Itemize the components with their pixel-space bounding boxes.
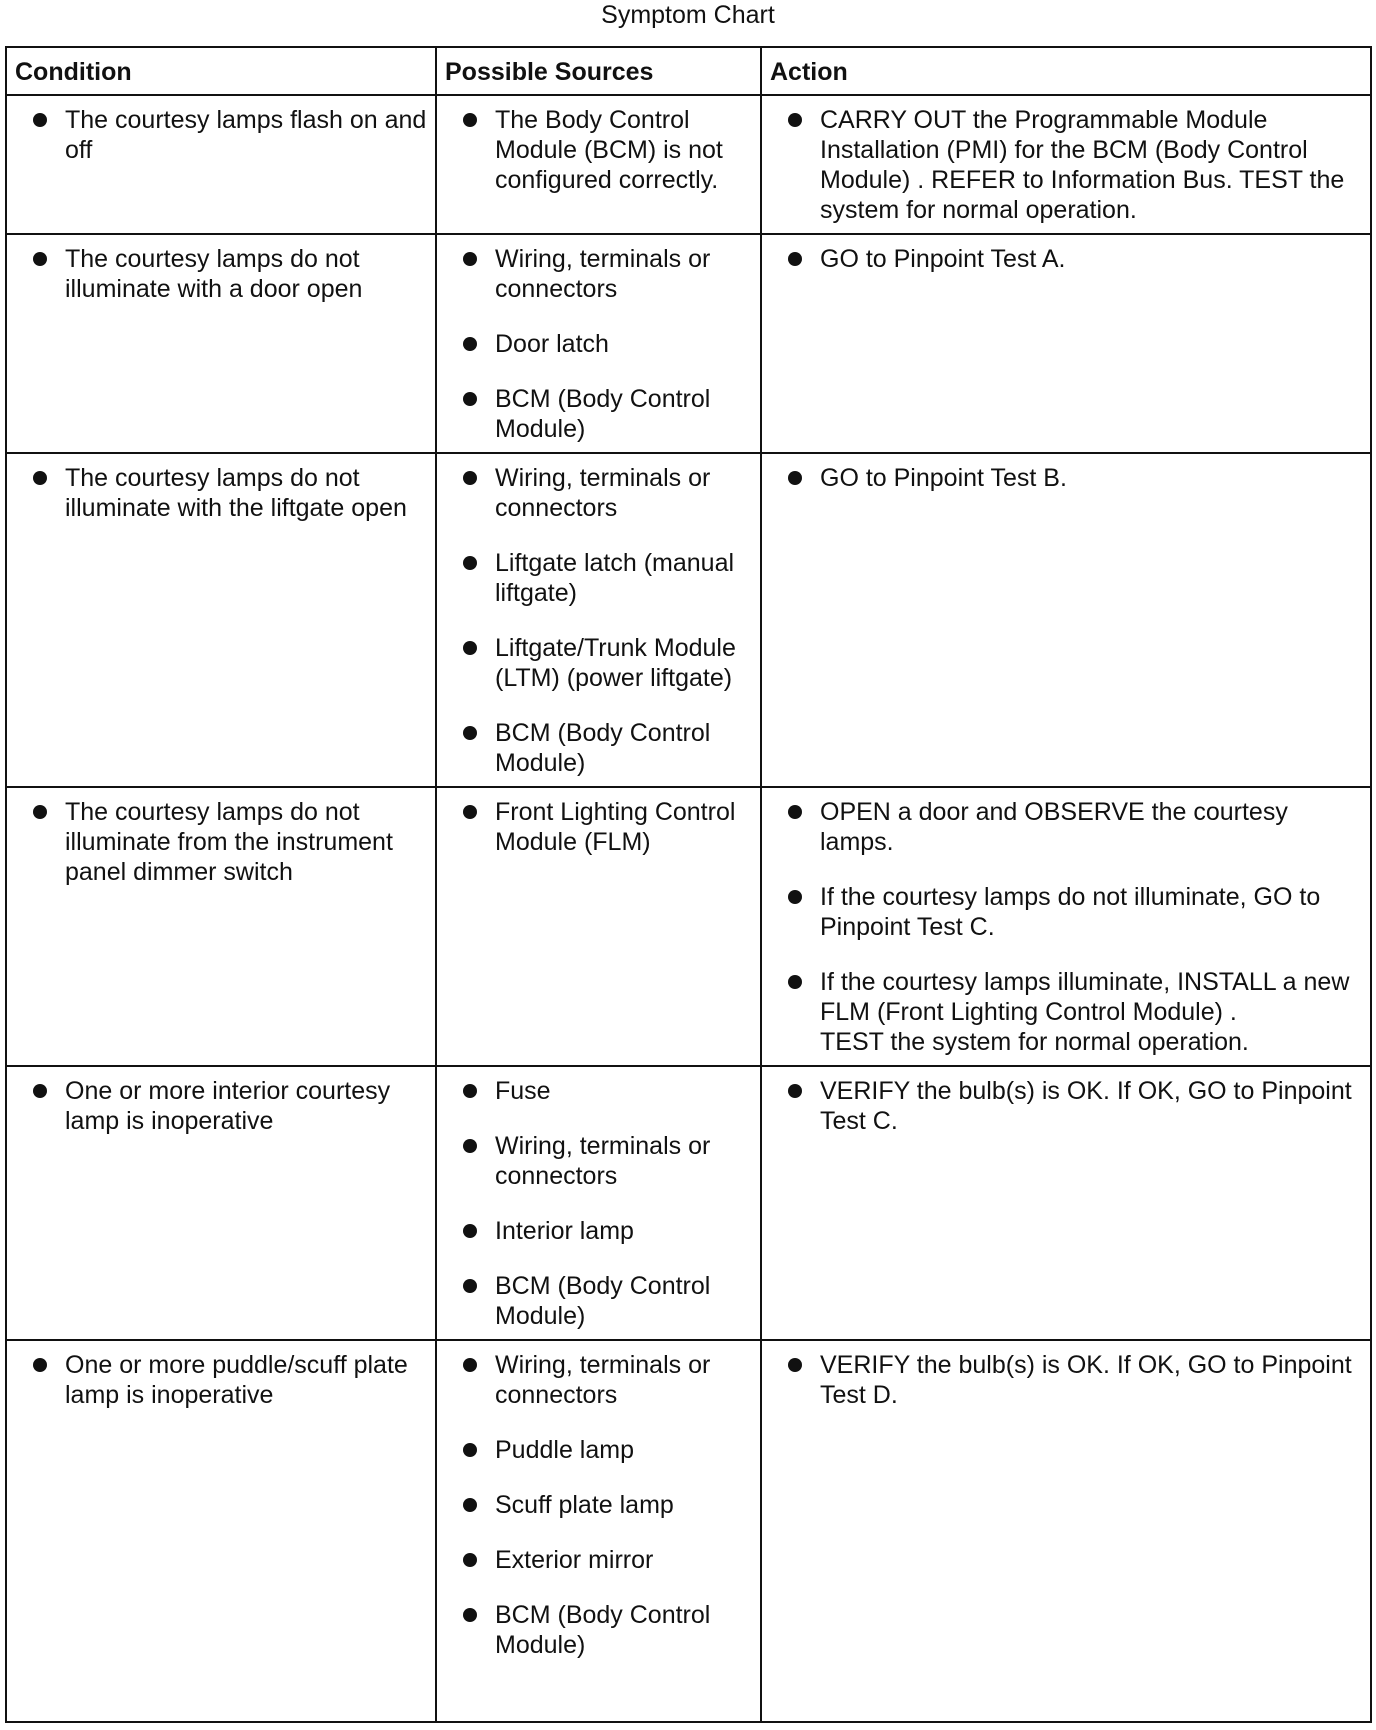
list-item [770,463,1362,493]
bullet-icon [33,471,47,485]
list-item [445,1600,752,1660]
table-row [6,1066,1371,1340]
cell-possible-sources [436,234,761,453]
list-item [445,105,752,195]
bullet-icon [463,1139,477,1153]
bullet-icon [33,1084,47,1098]
bullet-icon [788,252,802,266]
bullet-list [15,1076,427,1136]
bullet-list [445,463,752,778]
list-item [770,1350,1362,1410]
bullet-list [15,1350,427,1410]
list-item [15,1076,427,1136]
cell-action [761,95,1371,234]
list-item [15,105,427,165]
list-item-text: The courtesy lamps do not illuminate with the liftgate open [65,464,407,522]
bullet-icon [463,1084,477,1098]
list-item [445,1545,752,1575]
bullet-icon [463,1608,477,1622]
list-item-text: Puddle lamp [495,1436,634,1464]
list-item [770,1076,1362,1136]
list-item-text: The courtesy lamps flash on and off [65,106,427,164]
header-condition: Condition [6,47,436,95]
bullet-icon [788,471,802,485]
list-item-text: If the courtesy lamps illuminate, INSTALL a new FLM (Front Lighting Control Module) . TEST the system for normal operation. [820,968,1350,1056]
list-item [15,797,427,887]
cell-possible-sources [436,1066,761,1340]
bullet-list [770,244,1362,274]
bullet-list [445,105,752,195]
list-item-text: BCM (Body Control Module) [495,1272,711,1330]
list-item-text: OPEN a door and OBSERVE the courtesy lamps. [820,798,1288,856]
bullet-icon [463,252,477,266]
list-item [770,882,1362,942]
table-row [6,453,1371,787]
list-item [445,1350,752,1410]
bullet-icon [463,556,477,570]
bullet-list [445,1350,752,1660]
list-item-text: BCM (Body Control Module) [495,719,711,777]
list-item-text: Exterior mirror [495,1546,654,1574]
list-item-text: Wiring, terminals or connectors [495,464,711,522]
cell-condition [6,234,436,453]
list-item-text: The courtesy lamps do not illuminate from the instrument panel dimmer switch [65,798,393,886]
list-item-text: VERIFY the bulb(s) is OK. If OK, GO to Pinpoint Test C. [820,1077,1352,1135]
bullet-icon [463,1498,477,1512]
cell-possible-sources [436,787,761,1066]
list-item [445,329,752,359]
list-item-text: If the courtesy lamps do not illuminate, GO to Pinpoint Test C. [820,883,1321,941]
bullet-icon [463,1358,477,1372]
bullet-icon [463,337,477,351]
cell-condition [6,453,436,787]
header-possible-sources: Possible Sources [436,47,761,95]
bullet-icon [33,113,47,127]
bullet-list [15,105,427,165]
bullet-icon [33,805,47,819]
symptom-table [5,46,1372,1723]
bullet-list [770,105,1362,225]
bullet-list [445,1076,752,1331]
list-item-text: VERIFY the bulb(s) is OK. If OK, GO to Pinpoint Test D. [820,1351,1352,1409]
list-item [770,967,1362,1057]
list-item [445,1271,752,1331]
bullet-icon [788,805,802,819]
bullet-icon [463,726,477,740]
bullet-icon [788,1358,802,1372]
cell-action [761,234,1371,453]
list-item [445,548,752,608]
list-item-text: Wiring, terminals or connectors [495,245,711,303]
bullet-list [15,244,427,304]
list-item-text: Fuse [495,1077,551,1105]
list-item-text: GO to Pinpoint Test A. [820,245,1066,273]
list-item-text: Front Lighting Control Module (FLM) [495,798,736,856]
list-item [445,384,752,444]
list-item [445,244,752,304]
cell-condition [6,787,436,1066]
cell-action [761,787,1371,1066]
list-item [15,463,427,523]
cell-action [761,1066,1371,1340]
list-item [445,633,752,693]
list-item [445,463,752,523]
bullet-icon [463,641,477,655]
header-row [6,47,1371,95]
list-item-text: Interior lamp [495,1217,634,1245]
table-row [6,787,1371,1066]
list-item-text: Wiring, terminals or connectors [495,1351,711,1409]
list-item-text: GO to Pinpoint Test B. [820,464,1067,492]
header-action: Action [761,47,1371,95]
list-item-text: One or more interior courtesy lamp is inoperative [65,1077,391,1135]
bullet-icon [463,805,477,819]
bullet-icon [463,1224,477,1238]
list-item-text: One or more puddle/scuff plate lamp is inoperative [65,1351,408,1409]
list-item-text: CARRY OUT the Programmable Module Installation (PMI) for the BCM (Body Control Module) . REFER to Information Bus. TEST the system for normal operation. [820,106,1345,224]
bullet-icon [33,1358,47,1372]
list-item-text: Liftgate latch (manual liftgate) [495,549,735,607]
list-item [770,105,1362,225]
list-item [445,1216,752,1246]
list-item-text: BCM (Body Control Module) [495,385,711,443]
bullet-icon [463,1553,477,1567]
cell-action [761,453,1371,787]
bullet-list [15,463,427,523]
bullet-icon [788,975,802,989]
bullet-icon [463,1443,477,1457]
bullet-icon [463,392,477,406]
bullet-list [770,463,1362,493]
cell-condition [6,95,436,234]
list-item-text: BCM (Body Control Module) [495,1601,711,1659]
list-item [15,1350,427,1410]
cell-possible-sources [436,95,761,234]
list-item [770,797,1362,857]
cell-possible-sources [436,1340,761,1722]
list-item-text: The courtesy lamps do not illuminate with a door open [65,245,363,303]
table-row [6,95,1371,234]
bullet-list [445,244,752,444]
table-row [6,234,1371,453]
bullet-icon [463,1279,477,1293]
cell-condition [6,1340,436,1722]
list-item [770,244,1362,274]
bullet-icon [788,1084,802,1098]
list-item [445,797,752,857]
bullet-list [15,797,427,887]
list-item-text: Wiring, terminals or connectors [495,1132,711,1190]
table-row [6,1340,1371,1722]
bullet-list [445,797,752,857]
bullet-list [770,1350,1362,1410]
cell-possible-sources [436,453,761,787]
list-item [445,1490,752,1520]
bullet-icon [463,471,477,485]
list-item [15,244,427,304]
list-item-text: Liftgate/Trunk Module (LTM) (power liftgate) [495,634,736,692]
bullet-icon [463,113,477,127]
bullet-list [770,797,1362,1057]
list-item-text: Door latch [495,330,609,358]
list-item [445,718,752,778]
list-item [445,1076,752,1106]
list-item [445,1131,752,1191]
list-item [445,1435,752,1465]
cell-action [761,1340,1371,1722]
bullet-icon [788,113,802,127]
bullet-icon [788,890,802,904]
cell-condition [6,1066,436,1340]
list-item-text: Scuff plate lamp [495,1491,674,1519]
chart-caption: Symptom Chart [601,1,775,29]
bullet-icon [33,252,47,266]
bullet-list [770,1076,1362,1136]
list-item-text: The Body Control Module (BCM) is not configured correctly. [495,106,723,194]
